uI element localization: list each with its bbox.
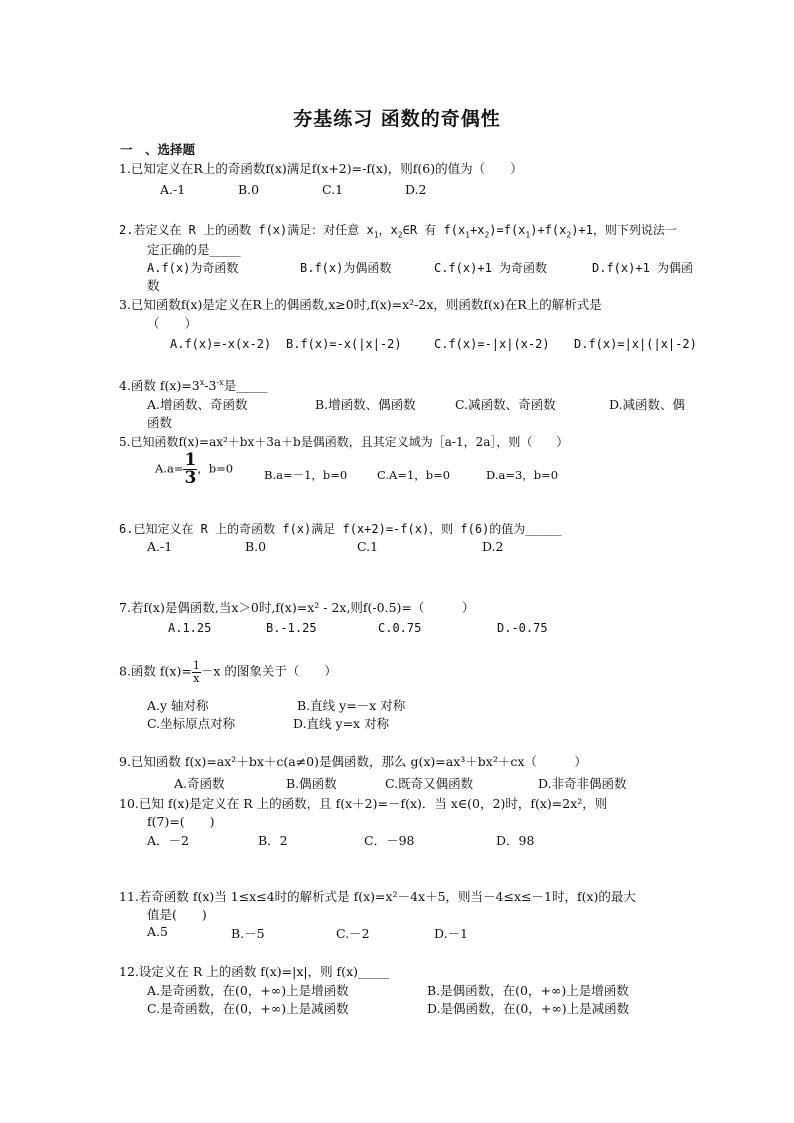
question-2-option-c: C.f(x)+1 为奇函数 (434, 261, 548, 275)
question-9-option-b: B.偶函数 (286, 776, 337, 791)
question-6-option-a: A.-1 (147, 539, 173, 554)
question-8-option-a: A.y 轴对称 (147, 698, 209, 713)
question-10-stem: 10.已知 f(x)是定义在 R 上的函数，且 f(x＋2)=－f(x)．当 x∈(0，2)时，f(x)=2x²，则 (119, 796, 608, 811)
question-6-option-c: C.1 (357, 539, 379, 554)
section-heading: 一 、选择题 (120, 142, 196, 157)
question-5-option-d: D.a=3，b=0 (486, 468, 559, 482)
question-10-option-b: B．2 (258, 833, 288, 848)
question-10-stem-line2: f(7)=( ) (147, 814, 215, 829)
question-5-option-c: C.A=1，b=0 (377, 468, 451, 482)
question-6-option-b: B.0 (245, 539, 267, 554)
question-10-option-a: A．－2 (147, 833, 189, 848)
question-5-stem: 5.已知函数f(x)=ax²＋bx＋3a＋b是偶函数，且其定义域为［a-1，2a］，则（ ） (119, 435, 569, 449)
question-1-option-a: A.-1 (160, 182, 186, 197)
question-7-stem: 7.若f(x)是偶函数,当x＞0时,f(x)=x² - 2x,则f(-0.5)=（ ） (119, 600, 475, 615)
question-11-stem: 11.若奇函数 f(x)当 1≤x≤4时的解析式是 f(x)=x²－4x＋5，则当－4≤x≤－1时，f(x)的最大 (119, 889, 636, 904)
question-10-option-c: C．－98 (364, 833, 415, 848)
question-1-stem: 1.已知定义在R上的奇函数f(x)满足f(x+2)=-f(x)，则f(6)的值为（ ） (119, 161, 523, 176)
question-3-stem: 3.已知函数f(x)是定义在R上的偶函数,x≥0时,f(x)=x²-2x，则函数f(x)在R上的解析式是 (119, 297, 602, 312)
question-8-option-b: B.直线 y=－x 对称 (297, 698, 406, 713)
question-8-option-c: C.坐标原点对称 (147, 716, 236, 731)
fraction-one-third: $\frac{1}{3}$ (184, 450, 197, 488)
question-2-option-a: A.f(x)为奇函数 (147, 261, 239, 275)
question-9-option-c: C.既奇又偶函数 (385, 776, 474, 791)
question-1-option-b: B.0 (238, 182, 260, 197)
fraction-one-over-x: $\frac{1}{x}$ (192, 659, 200, 685)
question-10-option-d: D．98 (496, 833, 535, 848)
question-7-option-b: B.-1.25 (266, 621, 317, 635)
question-11-option-a: A.5 (147, 924, 168, 939)
question-2-stem-line2: 定正确的是_____ (147, 242, 241, 257)
question-4-stem: 4.函数 $f(x)=3^x-3^{-x}$是_____ (119, 377, 268, 393)
question-12-stem: 12.设定义在 R 上的函数 f(x)=|x|，则 f(x)_____ (119, 964, 390, 979)
question-7-option-a: A.1.25 (168, 621, 212, 635)
question-5-option-a: A.a= $\frac{1}{3}$ ，b=0 (155, 450, 234, 488)
question-12-option-d: D.是偶函数，在(0，+∞)上是减函数 (427, 1001, 630, 1016)
question-1-option-c: C.1 (322, 182, 344, 197)
question-8-stem: 8.函数 f(x)= $\frac{1}{x}$ －x 的图象关于（ ） (119, 659, 337, 685)
question-6-stem: 6.已知定义在 R 上的奇函数 f(x)满足 f(x+2)=-f(x)，则 f(6)的值为_____ (119, 522, 562, 536)
question-4-option-b: B.增函数、偶函数 (315, 397, 416, 412)
question-7-option-d: D.-0.75 (497, 621, 548, 635)
question-3-option-b: B.f(x)=-x(|x|-2) (286, 337, 402, 351)
question-9-stem: 9.已知函数 f(x)=ax²＋bx＋c(a≠0)是偶函数，那么 g(x)=ax³＋bx²＋cx（ ） (119, 754, 587, 769)
question-3-option-c: C.f(x)=-|x|(x-2) (434, 337, 550, 351)
question-4-option-d-cont: 函数 (147, 415, 173, 430)
question-3-option-d: D.f(x)=|x|(|x|-2) (574, 337, 697, 351)
question-3-option-a: A.f(x)=-x(x-2) (170, 337, 272, 351)
question-7-option-c: C.0.75 (378, 621, 422, 635)
question-9-option-a: A.奇函数 (174, 776, 225, 791)
question-8-option-d: D.直线 y=x 对称 (293, 716, 390, 731)
question-11-stem-line2: 值是( ) (147, 907, 207, 922)
question-2-option-b: B.f(x)为偶函数 (300, 261, 392, 275)
question-4-option-a: A.增函数、奇函数 (147, 397, 248, 412)
question-11-option-d: D.－1 (434, 926, 469, 941)
question-4-option-c: C.减函数、奇函数 (455, 397, 556, 412)
question-12-option-b: B.是偶函数，在(0，+∞)上是增函数 (427, 983, 629, 998)
question-5-option-b: B.a=－1，b=0 (264, 468, 348, 482)
question-4-option-d: D.减函数、偶 (609, 397, 686, 412)
question-12-option-c: C.是奇函数，在(0，+∞)上是减函数 (147, 1001, 349, 1016)
question-11-option-b: B.－5 (231, 926, 265, 941)
question-2-option-d: D.f(x)+1 为偶函 (592, 261, 694, 275)
question-11-option-c: C.－2 (336, 926, 370, 941)
question-2-stem: 2.若定义在 R 上的函数 f(x)满足：对任意 $x_1$，$x_2\in R$ 有 $f(x_1+x_2)=f(x_1)+f(x_2)+1$，则下列说法一 (119, 223, 677, 240)
page-title: 夯基练习 函数的奇偶性 (293, 108, 501, 130)
question-1-option-d: D.2 (405, 182, 427, 197)
question-12-option-a: A.是奇函数，在(0，+∞)上是增函数 (147, 983, 349, 998)
question-3-paren: （ ） (147, 316, 198, 331)
question-6-option-d: D.2 (482, 539, 504, 554)
question-2-option-d-cont: 数 (147, 278, 160, 293)
question-9-option-d: D.非奇非偶函数 (538, 776, 627, 791)
